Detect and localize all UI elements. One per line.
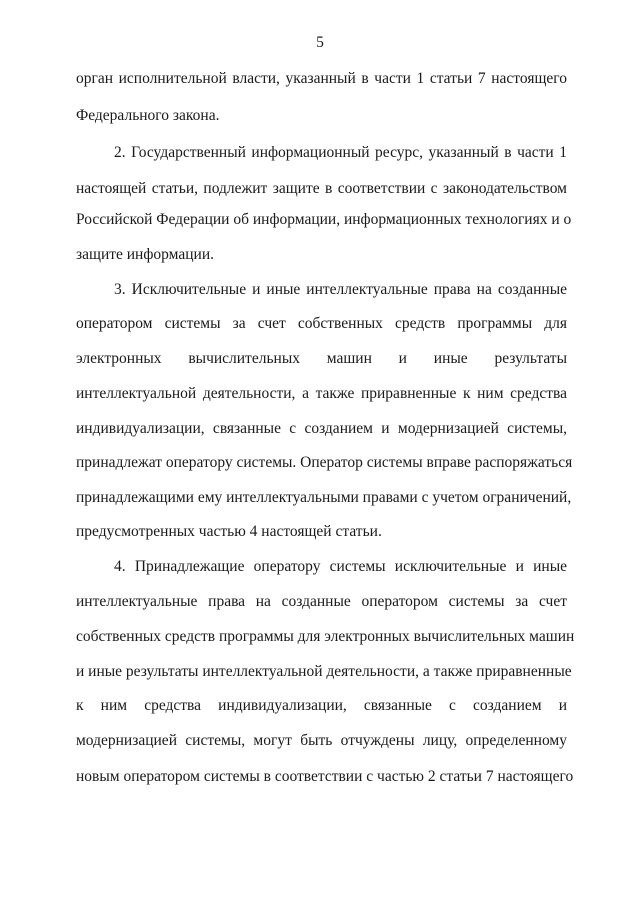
text-line: настоящей статьи, подлежит защите в соответствии с законодательством [76, 180, 567, 197]
text-line: к ним средства индивидуализации, связанные с созданием и [76, 697, 567, 714]
text-line: Федерального закона. [76, 107, 220, 124]
text-line: 2. Государственный информационный ресурс, указанный в части 1 [114, 144, 567, 161]
text-line: интеллектуальной деятельности, а также приравненные к ним средства [76, 385, 567, 402]
text-line: собственных средств программы для электронных вычислительных машин [76, 628, 575, 645]
text-line: индивидуализации, связанные с созданием и модернизацией системы, [76, 420, 567, 437]
text-line: интеллектуальные права на созданные оператором системы за счет [76, 593, 567, 610]
text-line: оператором системы за счет собственных средств программы для [76, 315, 567, 332]
text-line: 4. Принадлежащие оператору системы исключительные и иные [114, 558, 567, 575]
text-line: 3. Исключительные и иные интеллектуальные права на созданные [114, 281, 567, 298]
text-line: защите информации. [76, 246, 215, 263]
text-line: Российской Федерации об информации, информационных технологиях и о [76, 211, 572, 228]
text-line: предусмотренных частью 4 настоящей статьи. [76, 523, 382, 540]
text-line: электронных вычислительных машин и иные результаты [76, 350, 567, 367]
text-line: и иные результаты интеллектуальной деятельности, а также приравненные [76, 663, 572, 680]
page-number: 5 [316, 34, 324, 51]
text-line: орган исполнительной власти, указанный в части 1 статьи 7 настоящего [76, 70, 567, 87]
text-line: принадлежащими ему интеллектуальными правами с учетом ограничений, [76, 489, 572, 506]
text-line: модернизацией системы, могут быть отчуждены лицу, определенному [76, 732, 567, 749]
text-line: новым оператором системы в соответствии с частью 2 статьи 7 настоящего [76, 768, 574, 785]
text-line: принадлежат оператору системы. Оператор системы вправе распоряжаться [76, 454, 573, 471]
